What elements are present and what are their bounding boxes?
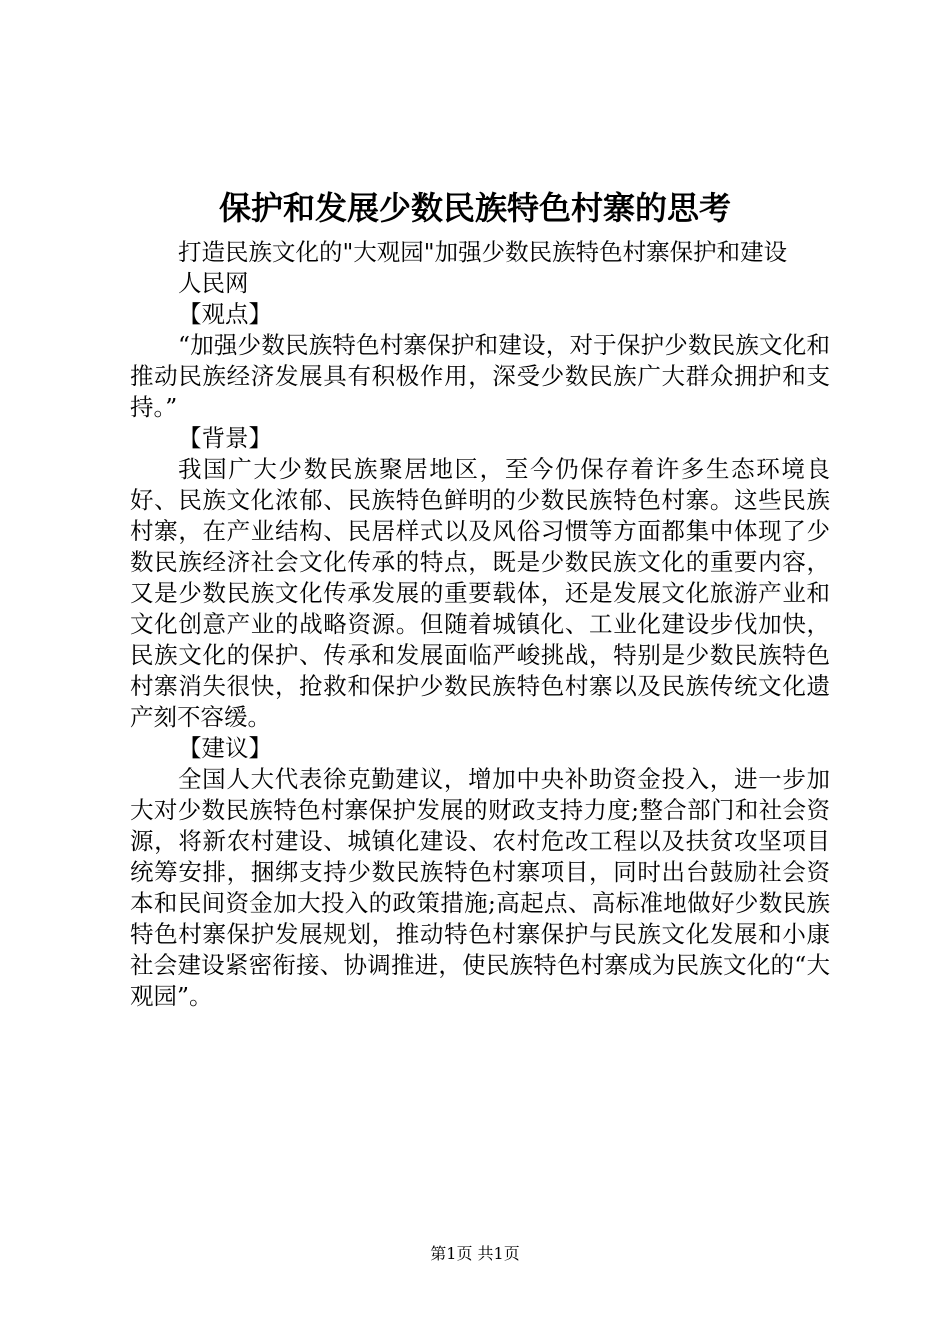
section-heading-background: 【背景】 bbox=[178, 424, 272, 452]
document-body bbox=[130, 237, 830, 1012]
viewpoint-paragraph: “加强少数民族特色村寨保护和建设，对于保护少数民族文化和推动民族经济发展具有积极作用，深受少数民族广大群众拥护和支持。” bbox=[130, 331, 830, 421]
section-heading-suggestion: 【建议】 bbox=[178, 734, 272, 762]
source-paragraph: 人民网 bbox=[178, 269, 249, 297]
background-paragraph: 我国广大少数民族聚居地区，至今仍保存着许多生态环境良好、民族文化浓郁、民族特色鲜明的少数民族特色村寨。这些民族村寨，在产业结构、民居样式以及风俗习惯等方面都集中体现了少数民族经济社会文化传承的特点，既是少数民族文化的重要内容，又是少数民族文化传承发展的重要载体，还是发展文化旅游产业和文化创意产业的战略资源。但随着城镇化、工业化建设步伐加快，民族文化的保护、传承和发展面临严峻挑战，特别是少数民族特色村寨消失很快，抢救和保护少数民族特色村寨以及民族传统文化遗产刻不容缓。 bbox=[130, 455, 830, 731]
document-title: 保护和发展少数民族特色村寨的思考 bbox=[218, 189, 731, 227]
subtitle-paragraph: 打造民族文化的"大观园"加强少数民族特色村寨保护和建设 bbox=[178, 238, 788, 266]
section-heading-viewpoint: 【观点】 bbox=[178, 300, 272, 328]
page-footer: 第1页 共1页 bbox=[430, 1244, 520, 1263]
suggestion-paragraph: 全国人大代表徐克勤建议，增加中央补助资金投入，进一步加大对少数民族特色村寨保护发展的财政支持力度;整合部门和社会资源，将新农村建设、城镇化建设、农村危改工程以及扶贫攻坚项目统筹安排，捆绑支持少数民族特色村寨项目，同时出台鼓励社会资本和民间资金加大投入的政策措施;高起点、高标准地做好少数民族特色村寨保护发展规划，推动特色村寨保护与民族文化发展和小康社会建设紧密衔接、协调推进，使民族特色村寨成为民族文化的“大观园”。 bbox=[130, 765, 830, 1010]
